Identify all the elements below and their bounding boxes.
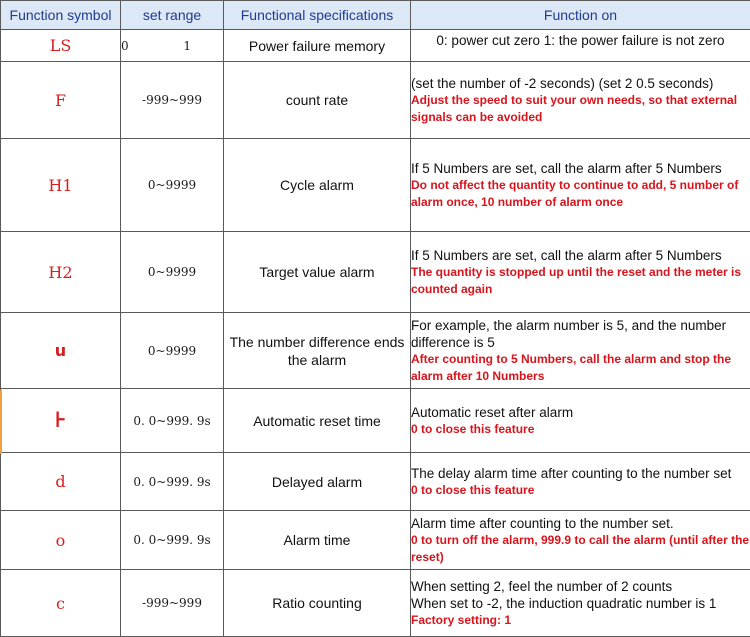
range-cell: 0. 0~999. 9s [121, 511, 224, 570]
symbol-cell [1, 62, 121, 139]
function-cell [411, 139, 750, 232]
range-cell: -999~999 [121, 62, 224, 139]
function-note: After counting to 5 Numbers, call the alarm and stop the alarm after 10 Numbers [411, 351, 750, 385]
range-cell: 0~9999 [121, 139, 224, 232]
function-line: If 5 Numbers are set, call the alarm after 5 Numbers [411, 247, 750, 264]
symbol-cell [1, 139, 121, 232]
function-line: For example, the alarm number is 5, and the number difference is 5 [411, 317, 750, 351]
symbol-text: LS [50, 36, 72, 55]
function-line: Automatic reset after alarm [411, 404, 750, 421]
symbol-text: o [56, 531, 66, 550]
spec-cell: Cycle alarm [224, 139, 411, 232]
function-line: 0: power cut zero 1: the power failure is not zero [436, 33, 724, 48]
header-function-symbol: Function symbol [1, 1, 121, 30]
function-line: The delay alarm time after counting to the number set [411, 465, 750, 482]
function-note: 0 to turn off the alarm, 999.9 to call the alarm (until after the reset) [411, 532, 750, 566]
table-row-h2 [1, 232, 750, 313]
function-note: Do not affect the quantity to continue to add, 5 number of alarm once, 10 number of alarm once [411, 177, 750, 211]
table-row-f [1, 62, 750, 139]
table-row-h1 [1, 139, 750, 232]
symbol-cell [1, 570, 121, 637]
table-row-c [1, 570, 750, 637]
range-max: 1 [183, 39, 191, 53]
table-row-ls [1, 30, 750, 62]
header-functional-specifications: Functional specifications [224, 1, 411, 30]
symbol-cell [1, 30, 121, 62]
range-cell: 0~9999 [121, 313, 224, 389]
function-note: Adjust the speed to suit your own needs, so that external signals can be avoided [411, 92, 750, 126]
table-row-d [1, 453, 750, 511]
header-function-on: Function on [411, 1, 750, 30]
spec-cell: Ratio counting [224, 570, 411, 637]
range-cell [121, 30, 224, 62]
symbol-text: H2 [48, 263, 72, 282]
function-line: If 5 Numbers are set, call the alarm after 5 Numbers [411, 160, 750, 177]
function-line: When setting 2, feel the number of 2 counts [411, 578, 750, 595]
function-note: 0 to close this feature [411, 482, 750, 499]
spec-cell: Automatic reset time [224, 389, 411, 453]
function-cell [411, 453, 750, 511]
function-cell [411, 511, 750, 570]
symbol-text: F [55, 91, 66, 110]
function-note: Factory setting: 1 [411, 612, 750, 629]
symbol-text: u [55, 341, 66, 360]
symbol-cell [1, 389, 121, 453]
row-accent-bar [0, 390, 2, 454]
function-cell [411, 389, 750, 453]
spec-cell: Power failure memory [224, 30, 411, 62]
function-line: Alarm time after counting to the number set. [411, 515, 750, 532]
range-cell: 0. 0~999. 9s [121, 389, 224, 453]
symbol-cell [1, 313, 121, 389]
symbol-text: ⊦ [55, 408, 67, 433]
symbol-cell [1, 453, 121, 511]
range-cell: 0. 0~999. 9s [121, 453, 224, 511]
table-row-u [1, 313, 750, 389]
table-row-reset [1, 389, 750, 453]
header-row [1, 1, 750, 30]
symbol-text: c [56, 594, 65, 613]
symbol-cell [1, 232, 121, 313]
function-cell [411, 62, 750, 139]
spec-cell: Target value alarm [224, 232, 411, 313]
function-cell [411, 30, 750, 62]
symbol-text: d [55, 472, 65, 491]
function-cell [411, 232, 750, 313]
header-set-range: set range [121, 1, 224, 30]
symbol-cell [1, 511, 121, 570]
table-row-o [1, 511, 750, 570]
spec-cell: Alarm time [224, 511, 411, 570]
function-cell [411, 570, 750, 637]
symbol-text: H1 [48, 176, 72, 195]
function-note: The quantity is stopped up until the reset and the meter is counted again [411, 264, 750, 298]
function-note: 0 to close this feature [411, 421, 750, 438]
spec-cell: count rate [224, 62, 411, 139]
range-cell: -999~999 [121, 570, 224, 637]
function-cell [411, 313, 750, 389]
range-cell: 0~9999 [121, 232, 224, 313]
spec-cell: Delayed alarm [224, 453, 411, 511]
range-min: 0 [121, 39, 129, 53]
spec-cell: The number difference ends the alarm [224, 313, 411, 389]
function-line: (set the number of -2 seconds) (set 2 0.5 seconds) [411, 75, 750, 92]
function-line: When set to -2, the induction quadratic number is 1 [411, 595, 750, 612]
